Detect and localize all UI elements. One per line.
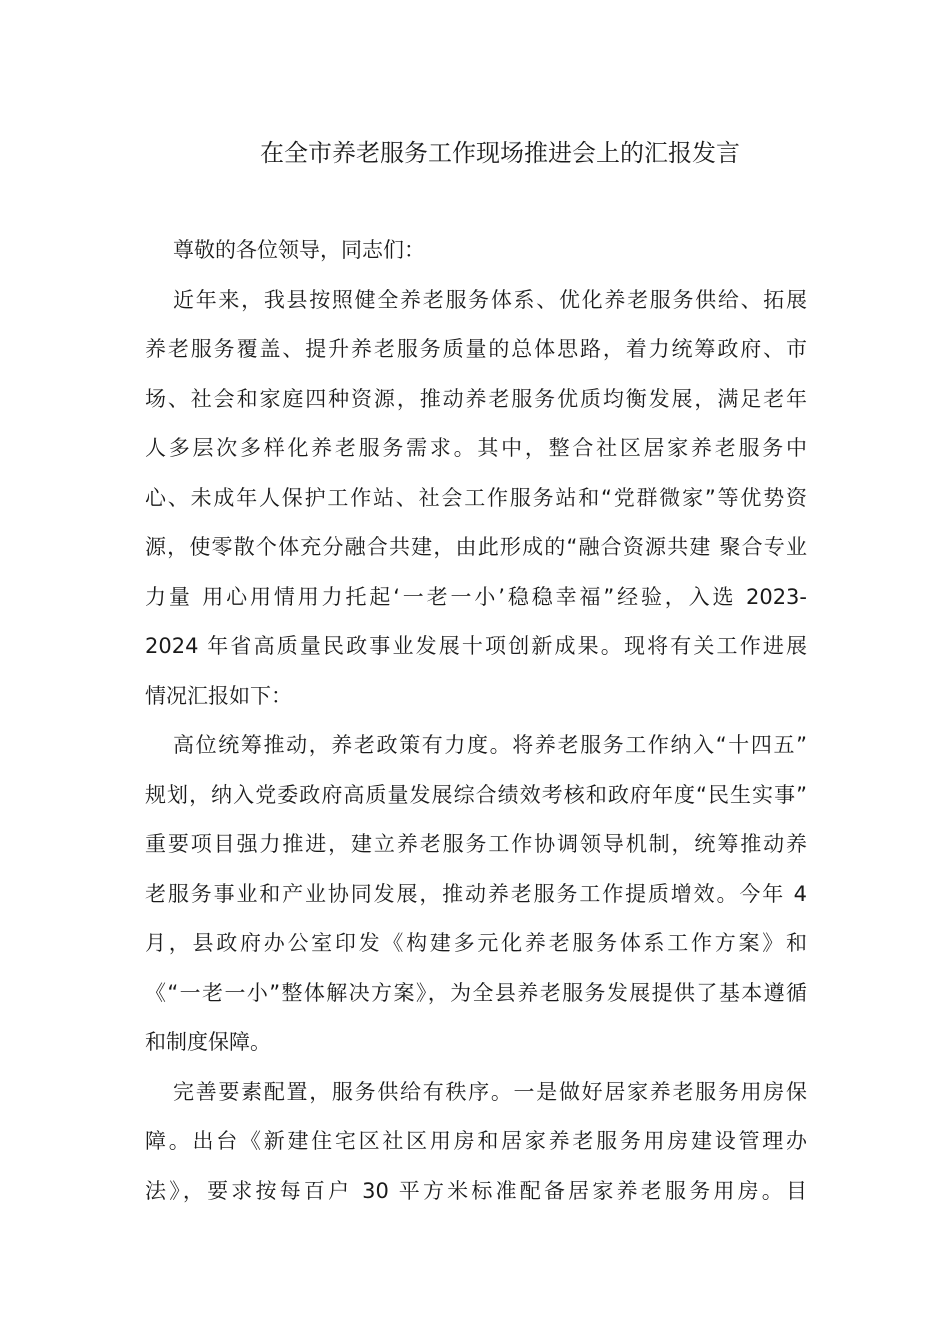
paragraph-line: 重要项目强力推进，建立养老服务工作协调领导机制，统筹推动养 bbox=[145, 832, 807, 856]
paragraph-line: 2024 年省高质量民政事业发展十项创新成果。现将有关工作进展 bbox=[145, 634, 807, 658]
paragraph-line: 高位统筹推动，养老政策有力度。将养老服务工作纳入“十四五” bbox=[173, 733, 807, 757]
document-title: 在全市养老服务工作现场推进会上的汇报发言 bbox=[260, 139, 740, 167]
paragraph-line: 法》，要求按每百户 30 平方米标准配备居家养老服务用房。目 bbox=[145, 1178, 807, 1203]
paragraph-line: 障。出台《新建住宅区社区用房和居家养老服务用房建设管理办 bbox=[145, 1129, 807, 1153]
paragraph-line: 老服务事业和产业协同发展，推动养老服务工作提质增效。今年 4 bbox=[145, 881, 807, 906]
salutation-line: 尊敬的各位领导，同志们： bbox=[173, 238, 425, 262]
paragraph-line: 情况汇报如下： bbox=[145, 683, 292, 708]
paragraph-line: 人多层次多样化养老服务需求。其中，整合社区居家养老服务中 bbox=[145, 436, 807, 460]
paragraph-line: 场、社会和家庭四种资源，推动养老服务优质均衡发展，满足老年 bbox=[145, 386, 807, 411]
paragraph-line: 月，县政府办公室印发《构建多元化养老服务体系工作方案》和 bbox=[145, 931, 807, 955]
paragraph-line: 完善要素配置，服务供给有秩序。一是做好居家养老服务用房保 bbox=[173, 1079, 807, 1104]
document-body bbox=[145, 226, 807, 1216]
paragraph-line: 和制度保障。 bbox=[145, 1030, 271, 1054]
paragraph-line: 养老服务覆盖、提升养老服务质量的总体思路，着力统筹政府、市 bbox=[145, 337, 807, 361]
paragraph-line: 源，使零散个体充分融合共建，由此形成的“融合资源共建 聚合专业 bbox=[145, 535, 807, 559]
paragraph-line: 近年来，我县按照健全养老服务体系、优化养老服务供给、拓展 bbox=[173, 287, 807, 312]
paragraph-line: 心、未成年人保护工作站、社会工作服务站和“党群微家”等优势资 bbox=[145, 485, 807, 510]
paragraph-line: 《“一老一小”整体解决方案》，为全县养老服务发展提供了基本遵循 bbox=[145, 980, 807, 1005]
paragraph-line: 规划，纳入党委政府高质量发展综合绩效考核和政府年度“民生实事” bbox=[145, 782, 807, 807]
paragraph-line: 力量 用心用情用力托起‘一老一小’稳稳幸福”经验，入选 2023- bbox=[145, 584, 807, 609]
